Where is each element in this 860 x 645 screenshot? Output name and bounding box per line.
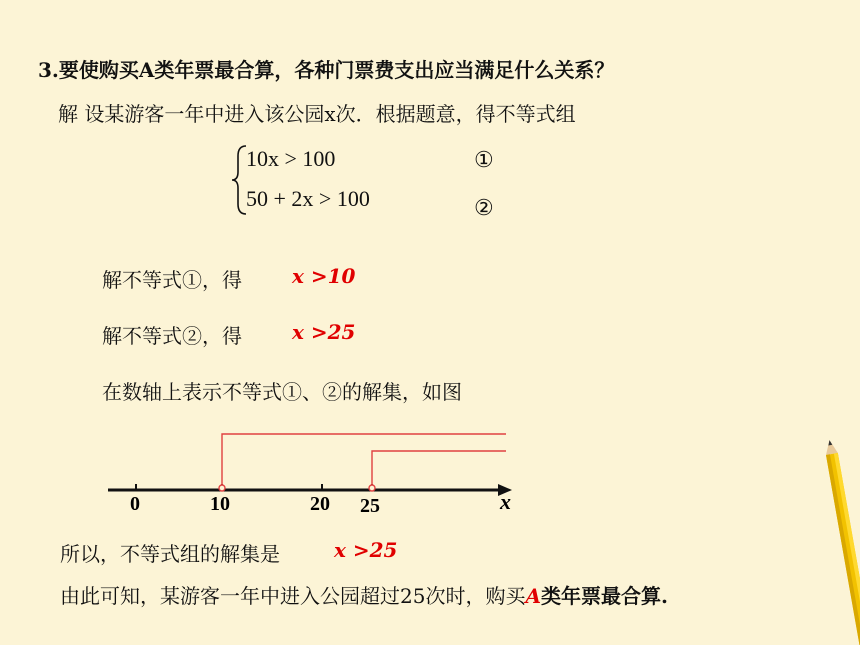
ray-x-gt-10 [222, 434, 506, 488]
conclusion1-text: 所以，不等式组的解集是 [60, 542, 280, 566]
ray-x-gt-25 [372, 451, 506, 488]
axis-label-x: x [500, 489, 511, 514]
open-circle-10 [219, 485, 225, 491]
tick-label-10: 10 [210, 493, 230, 515]
step1-result: x >10 [292, 264, 356, 288]
pencil-decoration [824, 439, 860, 645]
tick-label-25: 25 [360, 495, 380, 517]
pencil-tip [824, 439, 838, 455]
step2-text: 解不等式②，得 [102, 324, 242, 348]
step2-result: x >25 [292, 320, 356, 344]
tick-label-0: 0 [130, 493, 140, 515]
open-circle-25 [369, 485, 375, 491]
tick-label-20: 20 [310, 493, 330, 515]
step1-text: 解不等式①，得 [102, 268, 242, 292]
conclusion2-after: 类年票最合算. [540, 584, 668, 608]
inequality-1: 10x > 100 [246, 146, 336, 171]
solution-intro: 解 设某游客一年中进入该公园x次．根据题意，得不等式组 [58, 102, 576, 126]
inequality-2-mark: ② [474, 196, 494, 221]
question-text: 3.要使购买A类年票最合算，各种门票费支出应当满足什么关系？ [38, 58, 615, 82]
conclusion2-highlight: A [525, 584, 541, 608]
conclusion2-before: 由此可知，某游客一年中进入公园超过25次时，购买 [60, 584, 526, 608]
inequality-2: 50 + 2x > 100 [246, 186, 370, 211]
inequality-1-mark: ① [474, 148, 494, 173]
number-line-intro: 在数轴上表示不等式①、②的解集，如图 [102, 380, 462, 404]
conclusion2 [60, 580, 668, 609]
conclusion1-result: x >25 [334, 538, 398, 562]
